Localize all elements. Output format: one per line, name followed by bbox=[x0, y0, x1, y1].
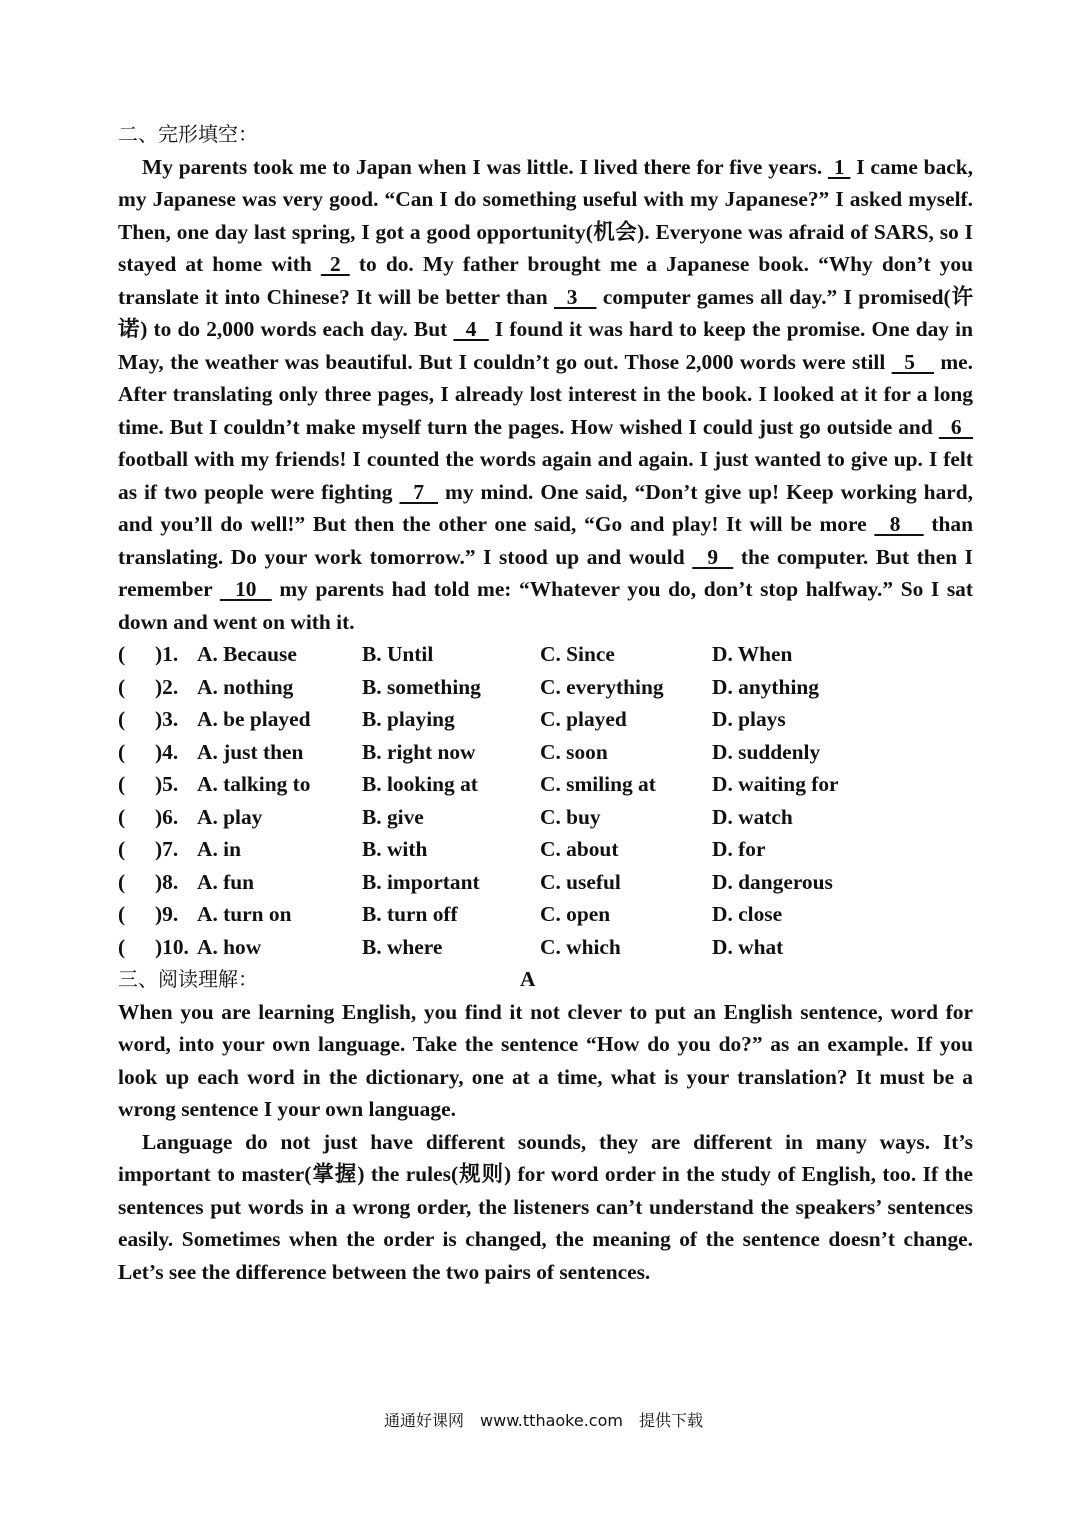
option-a: A. in bbox=[197, 837, 241, 861]
passage-text: my parents had told me: “Whatever you do, don’t stop halfway.” So I sat down and went on with it. bbox=[118, 577, 973, 634]
passage-text: My parents took me to Japan when I was little. I lived there for five years. bbox=[142, 154, 829, 179]
cloze-blank: 7 bbox=[399, 479, 439, 504]
question-number: )7. bbox=[155, 837, 179, 861]
question-number: )5. bbox=[155, 772, 179, 796]
option-c: C. everything bbox=[540, 674, 664, 699]
option-d: D. When bbox=[712, 642, 793, 666]
option-b: B. turn off bbox=[362, 902, 458, 926]
passage-text: I found it was hard to keep the promise. One day in May, the weather was beautiful. But I couldn’t go out. Those 2,000 words were still bbox=[118, 317, 974, 374]
option-b: B. looking at bbox=[362, 772, 478, 796]
question-list bbox=[118, 638, 973, 963]
question-row bbox=[118, 833, 973, 866]
question-number: )1. bbox=[155, 642, 179, 666]
cloze-passage bbox=[118, 151, 973, 639]
option-c: C. soon bbox=[540, 739, 608, 764]
option-b: B. with bbox=[362, 837, 428, 861]
cloze-blank: 10 bbox=[219, 577, 272, 601]
option-b: B. important bbox=[362, 869, 480, 894]
option-a: A. talking to bbox=[197, 772, 311, 796]
option-d: D. plays bbox=[712, 707, 786, 731]
cloze-blank: 8 bbox=[874, 512, 924, 536]
answer-paren: ( bbox=[118, 772, 126, 796]
cloze-blank: 5 bbox=[891, 349, 934, 374]
passage-label: A bbox=[520, 967, 536, 991]
option-a: A. turn on bbox=[197, 902, 292, 926]
option-b: B. where bbox=[362, 934, 443, 959]
passage-text: I came back, my Japanese was very good. “Can I do something useful with my Japanese?” I asked myself. Then, one day last spring, I got a good opportunity(机会). Everyone was afraid of SARS, so I stayed at home with bbox=[118, 154, 974, 276]
passage-text: computer games all day.” I promised(许诺) to do 2,000 words each day. But bbox=[118, 284, 974, 341]
option-b: B. Until bbox=[362, 642, 434, 666]
question-row bbox=[118, 703, 973, 736]
answer-paren: ( bbox=[118, 902, 126, 926]
section-3-heading: 三、阅读理解： bbox=[118, 967, 258, 991]
cloze-blank: 3 bbox=[553, 284, 597, 309]
option-c: C. open bbox=[540, 902, 611, 926]
answer-paren: ( bbox=[118, 707, 126, 731]
answer-paren: ( bbox=[118, 642, 126, 666]
option-d: D. close bbox=[712, 902, 783, 926]
option-b: B. playing bbox=[362, 707, 455, 731]
option-d: D. suddenly bbox=[712, 739, 821, 764]
question-number: )9. bbox=[155, 902, 179, 926]
question-row bbox=[118, 866, 973, 899]
option-c: C. buy bbox=[540, 804, 601, 829]
question-row bbox=[118, 801, 973, 834]
question-number: )3. bbox=[155, 707, 179, 731]
option-d: D. for bbox=[712, 837, 766, 861]
option-c: C. Since bbox=[540, 642, 615, 666]
answer-paren: ( bbox=[118, 837, 126, 861]
option-a: A. play bbox=[197, 804, 263, 829]
option-a: A. Because bbox=[197, 642, 297, 666]
passage-text: my mind. One said, “Don’t give up! Keep working hard, and you’ll do well!” But then the other one said, “Go and play! It will be more bbox=[118, 479, 974, 536]
question-number: )2. bbox=[155, 674, 179, 699]
question-number: )6. bbox=[155, 804, 179, 829]
option-d: D. waiting for bbox=[712, 772, 839, 796]
answer-paren: ( bbox=[118, 804, 126, 829]
option-a: A. fun bbox=[197, 869, 255, 894]
option-c: C. played bbox=[540, 707, 627, 731]
question-row bbox=[118, 931, 973, 964]
answer-paren: ( bbox=[118, 674, 126, 699]
cloze-blank: 2 bbox=[320, 252, 350, 276]
cloze-blank: 4 bbox=[453, 317, 489, 341]
option-a: A. just then bbox=[197, 739, 304, 764]
option-b: B. give bbox=[362, 804, 424, 829]
cloze-blank: 6 bbox=[938, 414, 974, 439]
option-b: B. right now bbox=[362, 739, 476, 764]
cloze-blank: 9 bbox=[692, 544, 734, 569]
question-number: )4. bbox=[155, 739, 179, 764]
page-footer: 通通好课网 www.tthaoke.com 提供下载 bbox=[384, 1411, 703, 1430]
cloze-blank: 1 bbox=[828, 154, 851, 179]
passage-text: than translating. Do your work tomorrow.” I stood up and would bbox=[118, 512, 973, 569]
reading-paragraph-2: Language do not just have different sounds, they are different in many ways. It’s important to master(掌握) the rules(规则) for word order in the study of English, too. If the sentences put words in a wrong order, the listeners can’t understand the speakers’ sentences easily. Sometimes when the order is changed, the meaning of the sentence doesn’t change. Let’s see the difference between the two pairs of sentences. bbox=[118, 1129, 973, 1284]
passage-text: football with my friends! I counted the words again and again. I just wanted to give up. I felt as if two people were fighting bbox=[118, 447, 973, 504]
passage-text: the computer. But then I remember bbox=[118, 544, 974, 601]
option-d: D. anything bbox=[712, 674, 819, 699]
option-a: A. be played bbox=[197, 707, 311, 731]
question-row bbox=[118, 898, 973, 931]
option-c: C. which bbox=[540, 934, 621, 959]
question-row bbox=[118, 768, 973, 801]
question-row bbox=[118, 671, 973, 704]
question-number: )8. bbox=[155, 869, 179, 894]
option-b: B. something bbox=[362, 674, 481, 699]
option-d: D. dangerous bbox=[712, 869, 833, 894]
section-3-header bbox=[118, 963, 973, 996]
passage-text: me. After translating only three pages, I already lost interest in the book. I looked at it for a long time. But I couldn’t make myself turn the pages. How wished I could just go outside and bbox=[118, 349, 973, 439]
option-d: D. watch bbox=[712, 804, 793, 829]
passage-text: to do. My father brought me a Japanese book. “Why don’t you translate it into Chinese? It will be better than bbox=[118, 252, 974, 309]
option-c: C. about bbox=[540, 837, 619, 861]
worksheet-page bbox=[118, 118, 973, 1288]
option-c: C. smiling at bbox=[540, 772, 656, 796]
answer-paren: ( bbox=[118, 739, 126, 764]
option-a: A. nothing bbox=[197, 674, 294, 699]
question-row bbox=[118, 736, 973, 769]
reading-paragraph-1: When you are learning English, you find it not clever to put an English sentence, word for word, into your own language. Take the sentence “How do you do?” as an example. If you look up each word in the dictionary, one at a time, what is your translation? It must be a wrong sentence I your own language. bbox=[118, 999, 973, 1121]
question-number: )10. bbox=[155, 934, 189, 959]
answer-paren: ( bbox=[118, 869, 126, 894]
question-row bbox=[118, 638, 973, 671]
section-2-heading: 二、完形填空： bbox=[118, 122, 258, 146]
option-c: C. useful bbox=[540, 869, 621, 894]
answer-paren: ( bbox=[118, 934, 126, 959]
option-d: D. what bbox=[712, 934, 784, 959]
option-a: A. how bbox=[197, 934, 262, 959]
